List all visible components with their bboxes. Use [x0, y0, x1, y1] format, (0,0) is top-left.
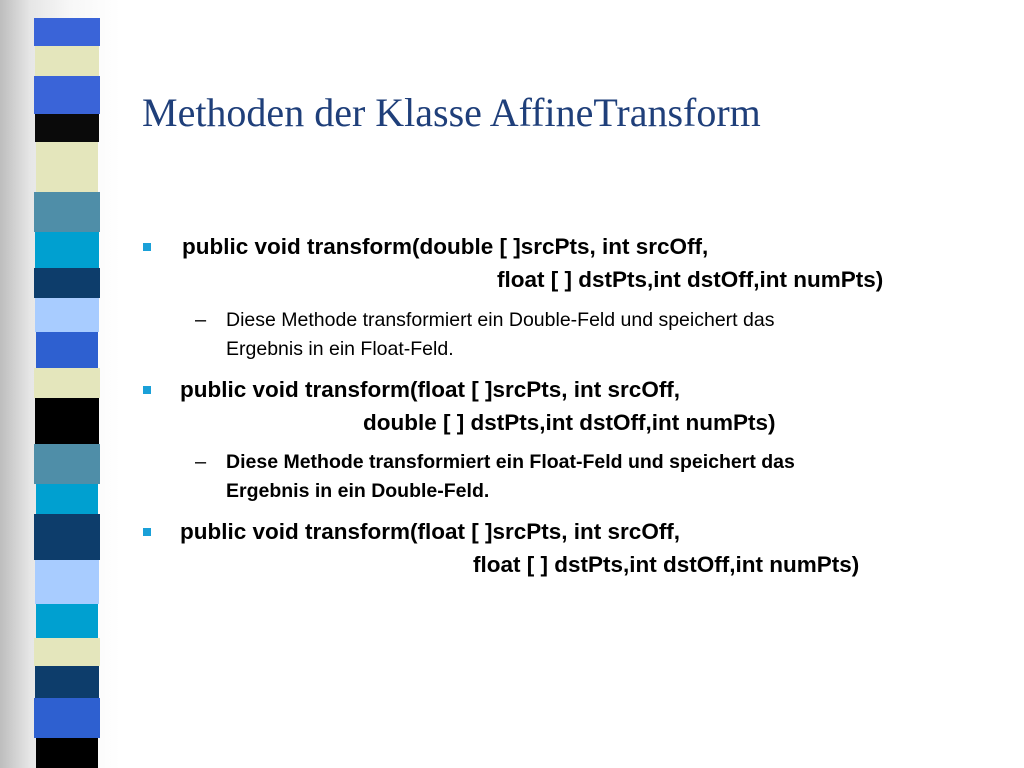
- decorative-stripe-segment: [35, 666, 99, 698]
- decorative-stripe-segment: [36, 484, 98, 514]
- square-bullet-icon: [143, 243, 151, 251]
- slide-title: Methoden der Klasse AffineTransform: [142, 90, 761, 135]
- decorative-stripe-bar: [0, 0, 120, 768]
- decorative-stripe-segment: [34, 368, 100, 398]
- decorative-stripe-segment: [36, 332, 98, 368]
- decorative-stripe-segment: [34, 268, 100, 298]
- bullet-2-line-2: double [ ] dstPts,int dstOff,int numPts): [363, 410, 776, 435]
- sub-bullet-2-line-1: Diese Methode transformiert ein Float-Feld und speichert das: [226, 451, 795, 473]
- square-bullet-icon: [143, 528, 151, 536]
- decorative-stripe-segment: [34, 444, 100, 484]
- decorative-stripe-segment: [36, 604, 98, 638]
- decorative-stripe-segment: [34, 514, 100, 560]
- decorative-stripe-segment: [35, 232, 99, 268]
- bullet-2-line-1: public void transform(float [ ]srcPts, int srcOff,: [180, 377, 681, 402]
- sub-bullet-2-dash: –: [195, 451, 207, 473]
- decorative-stripe-segment: [35, 298, 99, 332]
- decorative-stripe-segment: [34, 76, 100, 114]
- sub-bullet-2-line-2: Ergebnis in ein Double-Feld.: [226, 480, 490, 502]
- decorative-stripe-segment: [34, 192, 100, 232]
- sub-bullet-1-line-2: Ergebnis in ein Float-Feld.: [226, 338, 454, 360]
- bullet-3-line-2: float [ ] dstPts,int dstOff,int numPts): [473, 552, 860, 577]
- decorative-stripe-segment: [35, 398, 99, 444]
- sub-bullet-1-dash: –: [195, 309, 207, 331]
- bullet-1-line-2: float [ ] dstPts,int dstOff,int numPts): [497, 267, 884, 292]
- decorative-stripe-segment: [35, 46, 99, 76]
- decorative-stripe-segment: [35, 560, 99, 604]
- bullet-3-line-1: public void transform(float [ ]srcPts, int srcOff,: [180, 519, 681, 544]
- decorative-stripe-segment: [36, 142, 98, 192]
- decorative-stripe-segment: [34, 638, 100, 666]
- decorative-stripe-segment: [34, 698, 100, 738]
- sub-bullet-1-line-1: Diese Methode transformiert ein Double-Feld und speichert das: [226, 309, 775, 331]
- decorative-stripe-segment: [34, 18, 100, 46]
- square-bullet-icon: [143, 386, 151, 394]
- decorative-stripe-segment: [35, 114, 99, 142]
- decorative-stripe-segment: [36, 738, 98, 768]
- bullet-1-line-1: public void transform(double [ ]srcPts, int srcOff,: [182, 234, 709, 259]
